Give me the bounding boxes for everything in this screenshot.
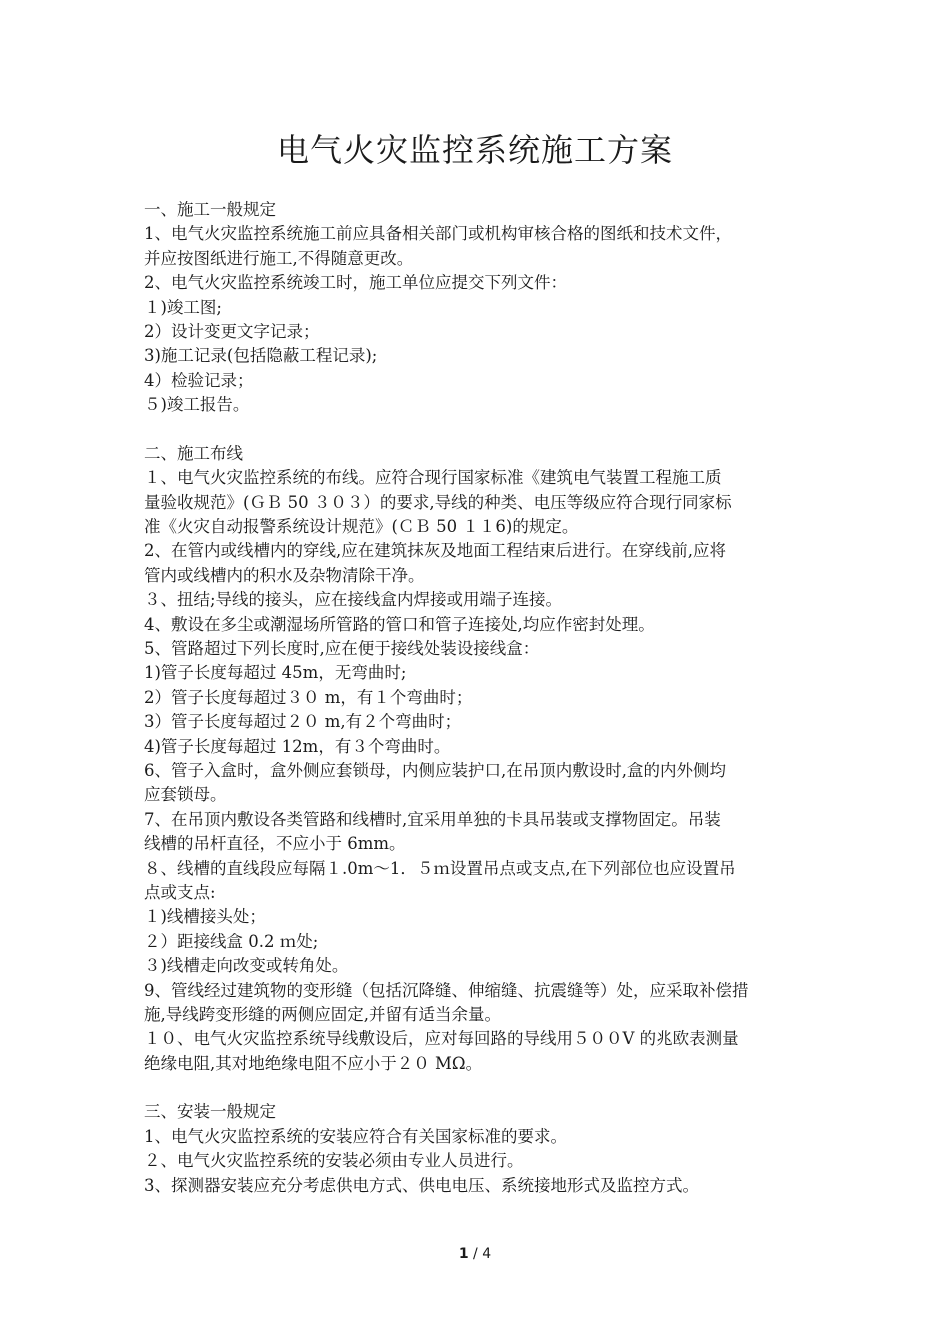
text-line: １、电气火灾监控系统的布线。应符合现行国家标准《建筑电气装置工程施工质 xyxy=(144,468,722,488)
text-line: ３)线槽走向改变或转角处。 xyxy=(144,956,349,976)
text-line: 线槽的吊杆直径，不应小于 6mm。 xyxy=(144,834,406,854)
text-line: 5、管路超过下列长度时,应在便于接线处装设接线盒： xyxy=(144,639,540,659)
blank-line xyxy=(144,418,820,442)
text-line: 管内或线槽内的积水及杂物清除干净。 xyxy=(144,565,425,585)
text-line: 一、施工一般规定 xyxy=(144,200,276,219)
blank-line xyxy=(144,1076,820,1100)
current-page-number: 1 xyxy=(458,1246,469,1262)
text-line: 9、管线经过建筑物的变形缝（包括沉降缝、伸缩缝、抗震缝等）处，应采取补偿措 xyxy=(144,980,749,1000)
text-line: 6、管子入盒时，盒外侧应套锁母，内侧应装护口,在吊顶内敷设时,盒的内外侧均 xyxy=(144,760,726,780)
text-line: 二、施工布线 xyxy=(144,443,243,463)
text-line: ５)竣工报告。 xyxy=(144,395,250,415)
document-title: 电气火灾监控系统施工方案 xyxy=(276,131,673,169)
text-line: 三、安装一般规定 xyxy=(144,1102,276,1122)
text-line: 4）检验记录； xyxy=(144,370,254,390)
page-number-separator: / xyxy=(468,1246,483,1262)
page-number xyxy=(0,1244,950,1264)
text-line: 并应按图纸进行施工,不得随意更改。 xyxy=(144,248,414,268)
text-line: 4、敷设在多尘或潮湿场所管路的管口和管子连接处,均应作密封处理。 xyxy=(144,614,655,634)
text-line: 3、探测器安装应充分考虑供电方式、供电电压、系统接地形式及监控方式。 xyxy=(144,1175,699,1195)
text-line: 1、电气火灾监控系统的安装应符合有关国家标准的要求。 xyxy=(144,1126,567,1146)
text-line: ３、扭结;导线的接头，应在接线盒内焊接或用端子连接。 xyxy=(144,590,563,610)
text-line: 点或支点: xyxy=(144,882,216,902)
text-line: 2、在管内或线槽内的穿线,应在建筑抹灰及地面工程结束后进行。在穿线前,应将 xyxy=(144,541,726,561)
text-line: 2）设计变更文字记录； xyxy=(144,321,320,341)
text-line: 2）管子长度每超过３０ m，有１个弯曲时； xyxy=(144,687,473,707)
text-line: 3）管子长度每超过２０ m,有２个弯曲时； xyxy=(144,712,462,732)
text-line: 准《火灾自动报警系统设计规范》(ＣＢ 50 １１6)的规定。 xyxy=(144,517,579,537)
text-line: 7、在吊顶内敷设各类管路和线槽时,宜采用单独的卡具吊装或支撑物固定。吊装 xyxy=(144,809,721,829)
text-line: 3)施工记录(包括隐蔽工程记录); xyxy=(144,346,378,366)
text-line: ８、线槽的直线段应每隔１.0m～1．５ｍ设置吊点或支点,在下列部位也应设置吊 xyxy=(144,858,736,878)
total-pages: 4 xyxy=(482,1246,492,1262)
text-line: 应套锁母。 xyxy=(144,785,227,805)
text-line: 2、电气火灾监控系统竣工时，施工单位应提交下列文件： xyxy=(144,273,567,293)
text-line: 绝缘电阻,其对地绝缘电阻不应小于２０ MΩ。 xyxy=(144,1053,483,1073)
text-line: 4)管子长度每超过 12m，有３个弯曲时。 xyxy=(144,736,451,756)
text-line: １)线槽接头处； xyxy=(144,907,266,927)
text-line: 1、电气火灾监控系统施工前应具备相关部门或机构审核合格的图纸和技术文件， xyxy=(144,224,732,244)
text-line: ２、电气火灾监控系统的安装必须由专业人员进行。 xyxy=(144,1151,524,1171)
document-body xyxy=(144,198,820,1198)
text-line: 1)管子长度每超过 45m，无弯曲时; xyxy=(144,663,407,683)
text-line: ２）距接线盒 0.2 ｍ处; xyxy=(144,931,319,951)
text-line: 量验收规范》(ＧＢ 50 ３０３）的要求,导线的种类、电压等级应符合现行同家标 xyxy=(144,492,732,512)
text-line: １)竣工图; xyxy=(144,297,222,317)
text-line: 施,导线跨变形缝的两侧应固定,并留有适当余量。 xyxy=(144,1004,501,1024)
text-line: １０、电气火灾监控系统导线敷设后，应对每回路的导线用５００V 的兆欧表测量 xyxy=(144,1029,739,1049)
